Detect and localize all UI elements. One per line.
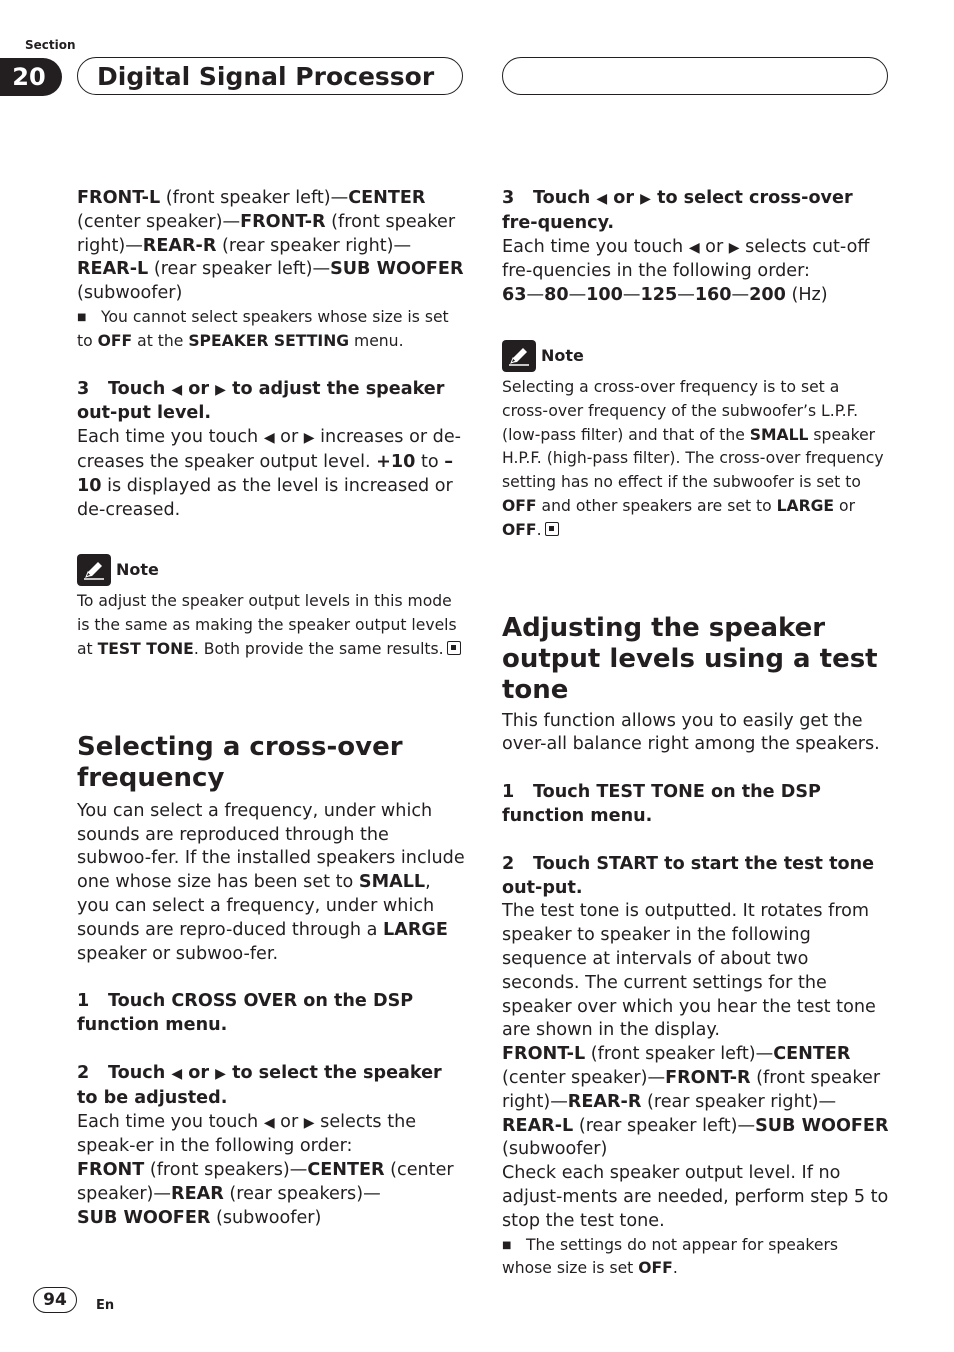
step-2-select-speaker: 2 Touch ◀ or ▶ to select the speaker to be adjusted. (77, 1062, 442, 1108)
speaker-order-text: FRONT-L (front speaker left)—CENTER (center speaker)—FRONT-R (front speaker right)—REAR-R (rear speaker right)—REAR-L (rear speaker left)—SUB WOOFER (subwoofer) (77, 188, 464, 304)
header-empty-box (502, 57, 888, 95)
step-2-start: 2 Touch START to start the test tone out-put. (502, 853, 875, 898)
right-arrow-icon: ▶ (728, 239, 740, 256)
note-heading (502, 339, 890, 373)
step-2-body: Each time you touch ◀ or ▶ selects the speak-er in the following order: FRONT (front speakers)—CENTER (center speaker)—REAR (rear speakers)— SUB WOOFER (subwoofer) (77, 1111, 454, 1228)
left-column (77, 187, 465, 1231)
right-arrow-icon: ▶ (215, 1065, 226, 1082)
note-heading (77, 553, 465, 587)
end-mark-icon (447, 641, 461, 655)
left-arrow-icon: ◀ (263, 430, 275, 447)
right-arrow-icon: ▶ (215, 381, 226, 398)
step-1-test-tone: 1 Touch TEST TONE on the DSP function menu. (502, 782, 821, 826)
page-number: 94 (33, 1287, 77, 1313)
right-arrow-icon: ▶ (303, 1114, 315, 1131)
test-tone-intro: This function allows you to easily get the over-all balance right among the speakers. (502, 710, 880, 755)
left-arrow-icon: ◀ (596, 191, 608, 207)
left-arrow-icon: ◀ (171, 381, 183, 398)
note-pencil-icon (502, 340, 536, 372)
step-2-start-body: The test tone is outputted. It rotates from speaker to speaker in the following sequence at intervals of about two seconds. The current settings for the speaker over which you hear the test tone are shown in the display. FRONT-L (front speaker left)—CENTER (center speaker)—FRONT-R (front speaker right)—REAR-R (rear speaker right)—REAR-L (rear speaker left)—SUB WOOFER (subwoofer) Check each speaker output level. If no adjust-ments are needed, perform step 5 to stop the test tone. (502, 901, 889, 1231)
note-text: To adjust the speaker output levels in this mode is the same as making the speaker output levels at TEST TONE. Both provide the same results. (77, 590, 465, 661)
chapter-title (77, 57, 463, 95)
speaker-size-bullet: ■ You cannot select speakers whose size is set to OFF at the SPEAKER SETTING menu. (77, 307, 449, 350)
section-label: Section (25, 38, 76, 52)
right-arrow-icon: ▶ (303, 430, 315, 447)
left-arrow-icon: ◀ (688, 239, 700, 256)
bullet-icon: ■ (502, 1239, 512, 1251)
step-3-adjust-level: 3 Touch ◀ or ▶ to adjust the speaker out-put level. (77, 378, 445, 424)
crossover-heading: Selecting a cross-over frequency (77, 731, 403, 793)
test-tone-heading: Adjusting the speaker output levels using a test tone (502, 612, 878, 705)
bullet-icon: ■ (77, 311, 87, 323)
language-code: En (96, 1298, 115, 1313)
note-label: Note (116, 560, 159, 580)
end-mark-icon (545, 522, 559, 536)
note-pencil-icon (77, 554, 111, 586)
note-text: Selecting a cross-over frequency is to set a cross-over frequency of the subwoofer’s L.P.F. (low-pass filter) and that of the SMALL speaker H.P.F. (high-pass filter). The cross-over frequency setting has no effect if the subwoofer is set to OFF and other speakers are set to LARGE or OFF. (502, 377, 884, 539)
left-arrow-icon: ◀ (171, 1065, 183, 1082)
step-3-frequency-body: Each time you touch ◀ or ▶ selects cut-off fre-quencies in the following order: 63—80—100—125—160—200 (Hz) (502, 236, 870, 306)
step-3-select-frequency: 3 Touch ◀ or ▶ to select cross-over fre-quency. (502, 188, 853, 233)
note-label: Note (541, 346, 584, 366)
left-arrow-icon: ◀ (263, 1114, 275, 1131)
right-column (502, 187, 890, 1281)
step-1-crossover: 1 Touch CROSS OVER on the DSP function menu. (77, 991, 414, 1036)
chapter-title-text: Digital Signal Processor (97, 61, 435, 91)
test-tone-bullet: ■ The settings do not appear for speakers whose size is set OFF. (502, 1235, 839, 1278)
step-3-body: Each time you touch ◀ or ▶ increases or de-creases the speaker output level. +10 to –10 is displayed as the level is increased or de-creased. (77, 427, 461, 520)
section-number-badge: 20 (0, 58, 62, 96)
crossover-intro: You can select a frequency, under which sounds are reproduced through the subwoo-fer. If the installed speakers include one whose size has been set to SMALL, you can select a frequency, under which sounds are repro-duced through a LARGE speaker or subwoo-fer. (77, 800, 465, 964)
right-arrow-icon: ▶ (640, 191, 651, 207)
